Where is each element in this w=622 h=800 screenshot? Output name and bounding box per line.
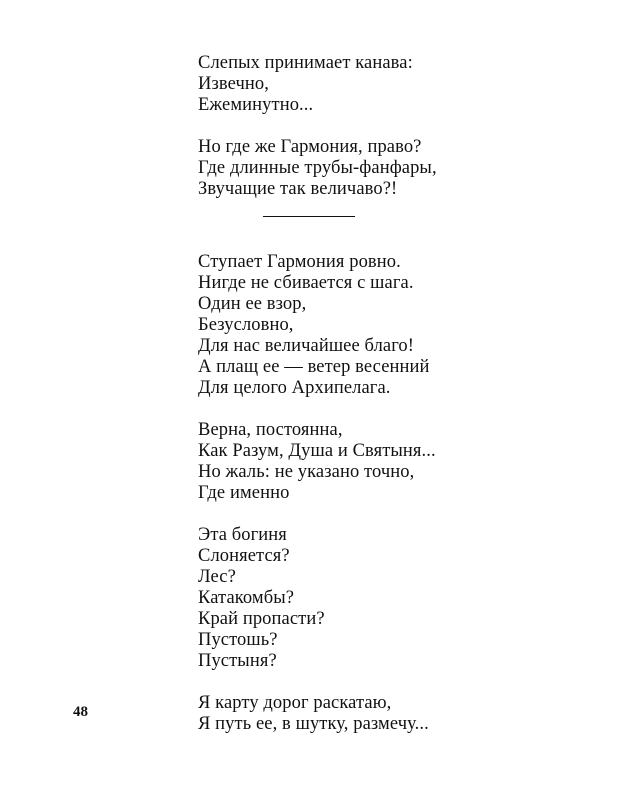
stanza xyxy=(198,137,498,200)
poem-line: Нигде не сбивается с шага. xyxy=(198,273,414,293)
poem-line: Пустошь? xyxy=(198,630,278,650)
poem-line: Пустыня? xyxy=(198,651,277,671)
poem-line: Я карту дорог раскатаю, xyxy=(198,693,392,713)
divider-rule xyxy=(263,216,355,217)
poem-line: Один ее взор, xyxy=(198,294,307,314)
stanza xyxy=(198,525,498,672)
stanza xyxy=(198,252,498,399)
poem-line: Лес? xyxy=(198,567,236,587)
poem-line: Ежеминутно... xyxy=(198,95,314,115)
poem-line: Для целого Архипелага. xyxy=(198,378,391,398)
poem-line: Слоняется? xyxy=(198,546,290,566)
stanza xyxy=(198,53,498,116)
page-number: 48 xyxy=(73,704,88,720)
poem-line: Я путь ее, в шутку, размечу... xyxy=(198,714,429,734)
poem-line: Как Разум, Душа и Святыня... xyxy=(198,441,436,461)
poem-line: Катакомбы? xyxy=(198,588,295,608)
poem-line: Край пропасти? xyxy=(198,609,325,629)
poem-line: Безусловно, xyxy=(198,315,294,335)
poem-line: Звучащие так величаво?! xyxy=(198,179,398,199)
section-divider xyxy=(198,200,498,252)
poem-line: Но жаль: не указано точно, xyxy=(198,462,415,482)
poem-line: Слепых принимает канава: xyxy=(198,53,413,73)
poem-line: Ступает Гармония ровно. xyxy=(198,252,401,272)
stanza xyxy=(198,420,498,504)
poem-line: Где длинные трубы-фанфары, xyxy=(198,158,437,178)
stanza xyxy=(198,693,498,735)
poem-line: Эта богиня xyxy=(198,525,287,545)
poem-text xyxy=(198,53,498,735)
poem-line: Для нас величайшее благо! xyxy=(198,336,415,356)
poem-line: Извечно, xyxy=(198,74,269,94)
poem-line: Где именно xyxy=(198,483,290,503)
poem-line: Верна, постоянна, xyxy=(198,420,343,440)
poem-line: А плащ ее — ветер весенний xyxy=(198,357,430,377)
poem-line: Но где же Гармония, право? xyxy=(198,137,422,157)
